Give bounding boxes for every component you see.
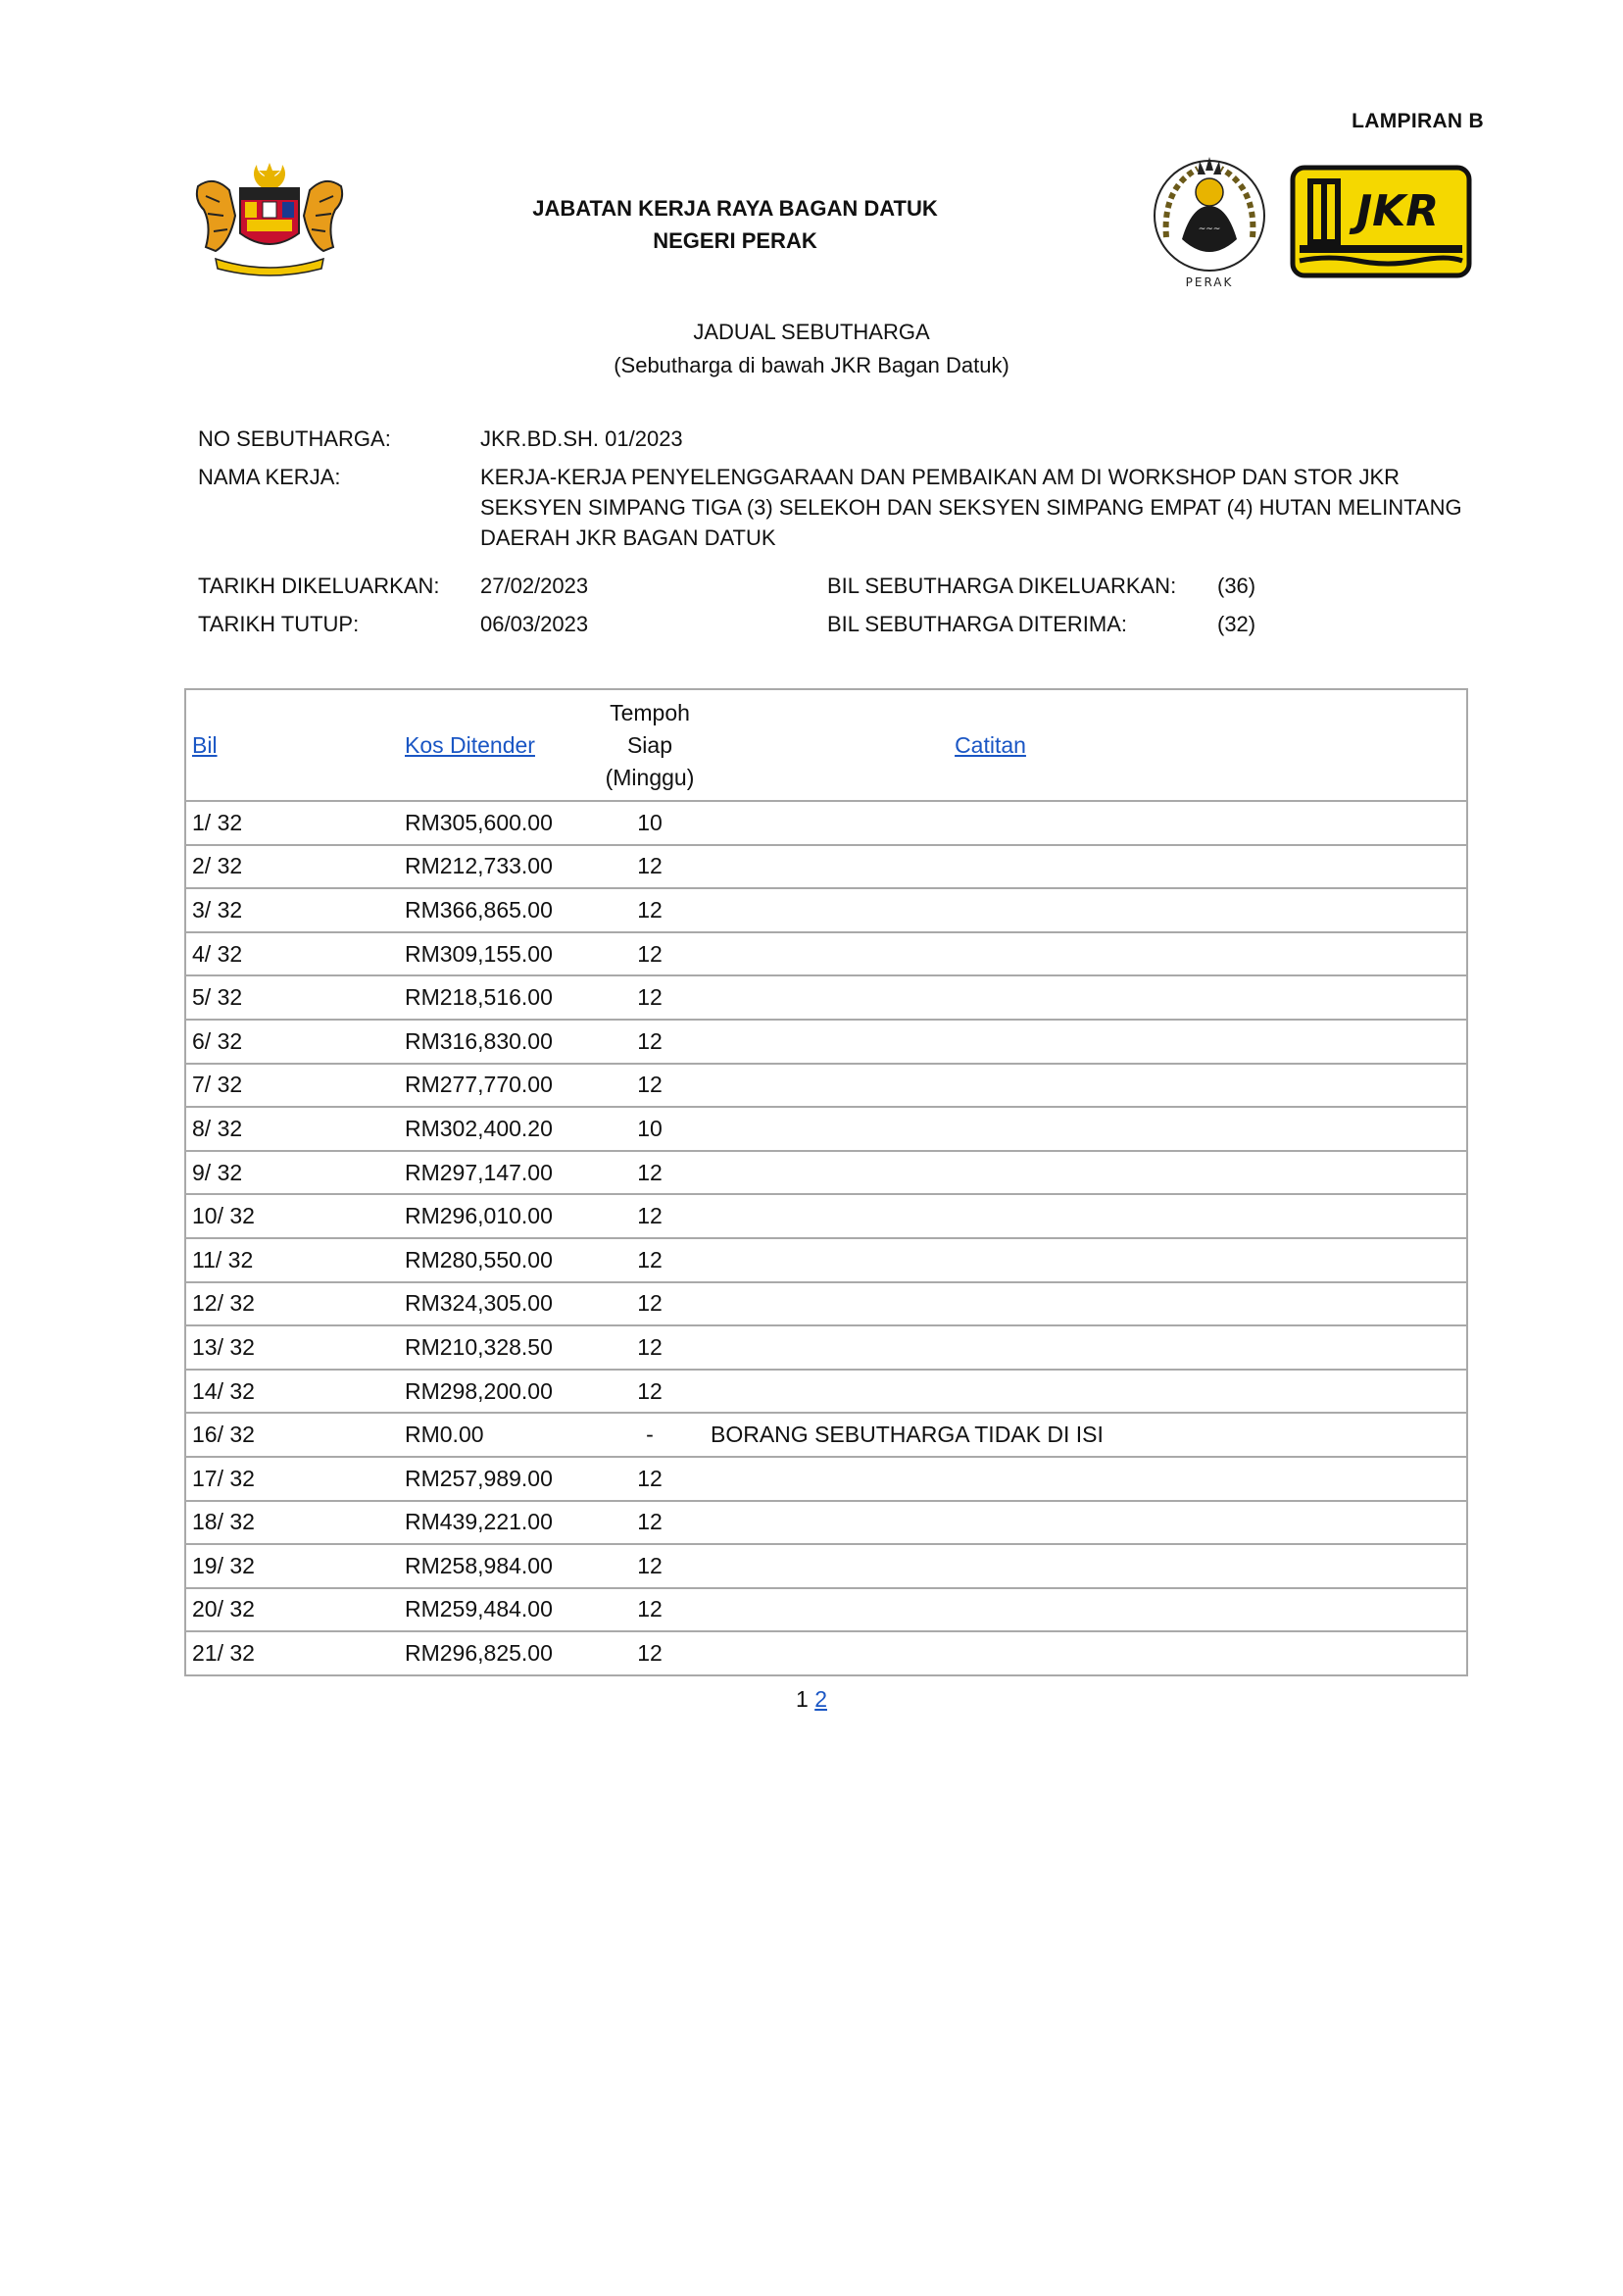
cell-tempoh: 12: [595, 845, 705, 889]
perak-logo-text: PERAK: [1185, 275, 1234, 289]
cell-catitan: [705, 1107, 1467, 1151]
cell-bil: 5/ 32: [185, 975, 399, 1020]
cell-catitan: [705, 801, 1467, 845]
org-name: JABATAN KERJA RAYA BAGAN DATUK: [532, 196, 938, 221]
no-sebutharga-label: NO SEBUTHARGA:: [198, 426, 391, 451]
cell-catitan: [705, 1588, 1467, 1632]
cell-catitan: [705, 1238, 1467, 1282]
bil-dikeluarkan-label: BIL SEBUTHARGA DIKELUARKAN:: [827, 574, 1177, 598]
cell-catitan: [705, 1064, 1467, 1108]
cell-kos: RM298,200.00: [399, 1370, 595, 1414]
cell-catitan: [705, 1631, 1467, 1675]
cell-kos: RM257,989.00: [399, 1457, 595, 1501]
cell-tempoh: 12: [595, 1020, 705, 1064]
cell-catitan: [705, 845, 1467, 889]
org-state: NEGERI PERAK: [653, 228, 817, 253]
cell-kos: RM302,400.20: [399, 1107, 595, 1151]
cell-kos: RM277,770.00: [399, 1064, 595, 1108]
cell-tempoh: 12: [595, 1282, 705, 1326]
cell-kos: RM259,484.00: [399, 1588, 595, 1632]
bil-diterima-value: (32): [1217, 612, 1256, 636]
cell-bil: 8/ 32: [185, 1107, 399, 1151]
pagination: [0, 1686, 1623, 1713]
cell-tempoh: 12: [595, 1370, 705, 1414]
cell-kos: RM316,830.00: [399, 1020, 595, 1064]
nama-kerja-label: NAMA KERJA:: [198, 465, 341, 489]
jkr-logo-icon: [1290, 165, 1472, 278]
table-row: [185, 932, 1467, 976]
page-link-next[interactable]: 2: [814, 1686, 827, 1712]
document-subtitle: (Sebutharga di bawah JKR Bagan Datuk): [614, 353, 1009, 377]
column-header-kos[interactable]: [399, 689, 595, 801]
cell-bil: 10/ 32: [185, 1194, 399, 1238]
cell-catitan: [705, 932, 1467, 976]
cell-catitan: [705, 1457, 1467, 1501]
svg-text:~~~: ~~~: [1198, 225, 1221, 234]
cell-catitan: [705, 975, 1467, 1020]
table-row: [185, 1151, 1467, 1195]
tarikh-dikeluarkan-value: 27/02/2023: [480, 574, 589, 598]
table-row: [185, 1370, 1467, 1414]
table-row: [185, 1501, 1467, 1545]
table-row: [185, 1107, 1467, 1151]
cell-tempoh: -: [595, 1413, 705, 1457]
cell-tempoh: 12: [595, 932, 705, 976]
malaysia-coat-of-arms-icon: [186, 157, 353, 282]
cell-tempoh: 12: [595, 1457, 705, 1501]
table-row: [185, 1064, 1467, 1108]
cell-kos: RM439,221.00: [399, 1501, 595, 1545]
tempoh-header-line3: (Minggu): [605, 764, 695, 790]
tarikh-tutup-label: TARIKH TUTUP:: [198, 612, 360, 636]
cell-tempoh: 12: [595, 1151, 705, 1195]
column-header-catitan[interactable]: [705, 689, 1467, 801]
table-row: [185, 1238, 1467, 1282]
cell-bil: 16/ 32: [185, 1413, 399, 1457]
cell-bil: 20/ 32: [185, 1588, 399, 1632]
cell-kos: RM305,600.00: [399, 801, 595, 845]
cell-kos: RM297,147.00: [399, 1151, 595, 1195]
cell-bil: 19/ 32: [185, 1544, 399, 1588]
cell-bil: 14/ 32: [185, 1370, 399, 1414]
cell-kos: RM366,865.00: [399, 888, 595, 932]
cell-tempoh: 12: [595, 1588, 705, 1632]
quotation-table: [184, 688, 1468, 1676]
cell-kos: RM296,010.00: [399, 1194, 595, 1238]
cell-catitan: [705, 888, 1467, 932]
cell-tempoh: 12: [595, 1194, 705, 1238]
cell-bil: 11/ 32: [185, 1238, 399, 1282]
cell-kos: RM258,984.00: [399, 1544, 595, 1588]
table-row: [185, 1544, 1467, 1588]
tempoh-header-line1: Tempoh: [610, 699, 690, 725]
bil-dikeluarkan-value: (36): [1217, 574, 1256, 598]
table-row: [185, 1194, 1467, 1238]
cell-bil: 6/ 32: [185, 1020, 399, 1064]
table-row: [185, 888, 1467, 932]
cell-kos: RM212,733.00: [399, 845, 595, 889]
cell-tempoh: 12: [595, 1501, 705, 1545]
cell-kos: RM324,305.00: [399, 1282, 595, 1326]
nama-kerja-value: KERJA-KERJA PENYELENGGARAAN DAN PEMBAIKAN AM DI WORKSHOP DAN STOR JKR SEKSYEN SIMPANG TIGA (3) SELEKOH DAN SEKSYEN SIMPANG EMPAT (4) HUTAN MELINTANG DAERAH JKR BAGAN DATUK: [480, 465, 1462, 550]
table-row: [185, 1325, 1467, 1370]
lampiran-label: LAMPIRAN B: [1352, 110, 1484, 132]
cell-catitan: [705, 1020, 1467, 1064]
cell-tempoh: 12: [595, 1064, 705, 1108]
cell-kos: RM280,550.00: [399, 1238, 595, 1282]
tempoh-header-line2: Siap: [626, 731, 673, 758]
cell-kos: RM218,516.00: [399, 975, 595, 1020]
cell-bil: 3/ 32: [185, 888, 399, 932]
table-header-row: [185, 689, 1467, 801]
cell-bil: 4/ 32: [185, 932, 399, 976]
no-sebutharga-value: JKR.BD.SH. 01/2023: [480, 426, 683, 451]
cell-tempoh: 12: [595, 975, 705, 1020]
sort-kos-link[interactable]: Kos Ditender: [405, 731, 535, 758]
cell-bil: 12/ 32: [185, 1282, 399, 1326]
cell-catitan: [705, 1501, 1467, 1545]
cell-tempoh: 12: [595, 1631, 705, 1675]
cell-catitan: [705, 1282, 1467, 1326]
cell-kos: RM296,825.00: [399, 1631, 595, 1675]
cell-bil: 13/ 32: [185, 1325, 399, 1370]
column-header-tempoh: [595, 689, 705, 801]
cell-tempoh: 12: [595, 1238, 705, 1282]
column-header-bil[interactable]: [185, 689, 399, 801]
sort-catitan-link[interactable]: Catitan: [955, 731, 1026, 758]
cell-tempoh: 10: [595, 801, 705, 845]
cell-bil: 18/ 32: [185, 1501, 399, 1545]
cell-tempoh: 10: [595, 1107, 705, 1151]
table-row: [185, 1457, 1467, 1501]
cell-catitan: [705, 1151, 1467, 1195]
cell-bil: 7/ 32: [185, 1064, 399, 1108]
bil-diterima-label: BIL SEBUTHARGA DITERIMA:: [827, 612, 1128, 636]
document-title: JADUAL SEBUTHARGA: [693, 320, 930, 344]
table-row: [185, 1588, 1467, 1632]
table-row: [185, 975, 1467, 1020]
cell-bil: 21/ 32: [185, 1631, 399, 1675]
cell-catitan: [705, 1370, 1467, 1414]
jkr-logo-text: JKR: [1355, 186, 1440, 236]
cell-kos: RM309,155.00: [399, 932, 595, 976]
cell-bil: 2/ 32: [185, 845, 399, 889]
cell-bil: 9/ 32: [185, 1151, 399, 1195]
perak-state-crest-icon: [1149, 149, 1270, 292]
cell-catitan: [705, 1194, 1467, 1238]
tarikh-tutup-value: 06/03/2023: [480, 612, 589, 636]
cell-bil: 17/ 32: [185, 1457, 399, 1501]
cell-tempoh: 12: [595, 888, 705, 932]
cell-catitan: BORANG SEBUTHARGA TIDAK DI ISI: [705, 1413, 1467, 1457]
cell-catitan: [705, 1325, 1467, 1370]
table-row: [185, 1282, 1467, 1326]
cell-catitan: [705, 1544, 1467, 1588]
table-row: [185, 801, 1467, 845]
tarikh-dikeluarkan-label: TARIKH DIKELUARKAN:: [198, 574, 440, 598]
cell-kos: RM210,328.50: [399, 1325, 595, 1370]
cell-tempoh: 12: [595, 1325, 705, 1370]
table-row: [185, 1020, 1467, 1064]
page-current: 1: [796, 1686, 809, 1712]
cell-bil: 1/ 32: [185, 801, 399, 845]
sort-bil-link[interactable]: Bil: [192, 731, 218, 758]
cell-tempoh: 12: [595, 1544, 705, 1588]
cell-kos: RM0.00: [399, 1413, 595, 1457]
table-row: [185, 1631, 1467, 1675]
table-row: [185, 845, 1467, 889]
table-row: [185, 1413, 1467, 1457]
